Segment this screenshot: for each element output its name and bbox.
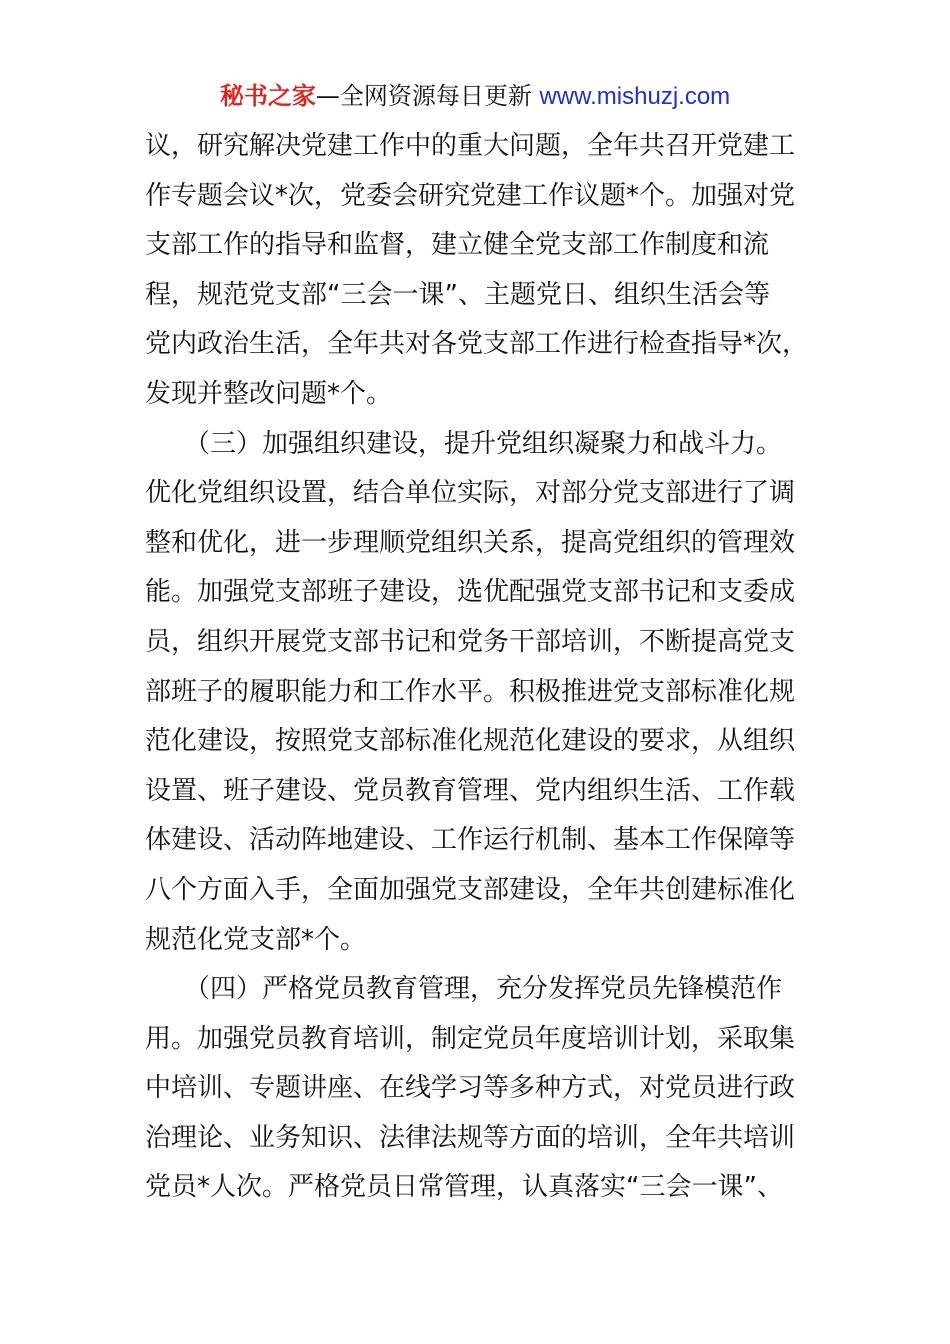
text-line: 规范化党支部*个。 [145,924,367,955]
text-line: 范化建设，按照党支部标准化规范化建设的要求，从组织 [145,726,796,757]
text-line: 作专题会议*次，党委会研究党建工作议题*个。加强对党 [145,180,796,211]
document-body [145,122,815,1213]
text-line: 发现并整改问题*个。 [145,378,393,409]
text-line: 优化党组织设置，结合单位实际，对部分党支部进行了调 [145,478,796,509]
section-heading-4: （四）严格党员教育管理，充分发挥党员先锋模范作 [145,974,783,1005]
text-line: 设置、班子建设、党员教育管理、党内组织生活、工作载 [145,775,796,806]
text-line: 支部工作的指导和监督，建立健全党支部工作制度和流 [145,230,770,261]
text-line: 能。加强党支部班子建设，选优配强党支部书记和支委成 [145,577,796,608]
section-heading-3: （三）加强组织建设，提升党组织凝聚力和战斗力。 [145,428,783,459]
text-line: 党员*人次。严格党员日常管理，认真落实“三会一课”、 [145,1172,783,1203]
text-line: 用。加强党员教育培训，制定党员年度培训计划，采取集 [145,1023,796,1054]
text-line: 中培训、专题讲座、在线学习等多种方式，对党员进行政 [145,1073,796,1104]
site-slogan: —全网资源每日更新 [315,82,532,110]
site-header [0,80,950,113]
site-brand: 秘书之家 [219,82,316,110]
text-line: 党内政治生活，全年共对各党支部工作进行检查指导*次， [145,329,809,360]
text-line: 议，研究解决党建工作中的重大问题，全年共召开党建工 [145,131,796,161]
text-line: 体建设、活动阵地建设、工作运行机制、基本工作保障等 [145,825,796,856]
text-line: 员，组织开展党支部书记和党务干部培训，不断提高党支 [145,626,796,657]
text-line: 整和优化，进一步理顺党组织关系，提高党组织的管理效 [145,527,796,558]
site-url-link[interactable]: www.mishuzj.com [539,83,731,110]
text-line: 程，规范党支部“三会一课”、主题党日、组织生活会等 [145,279,770,310]
text-line: 治理论、业务知识、法律法规等方面的培训，全年共培训 [145,1122,796,1153]
text-line: 部班子的履职能力和工作水平。积极推进党支部标准化规 [145,676,796,707]
text-line: 八个方面入手，全面加强党支部建设，全年共创建标准化 [145,874,796,905]
